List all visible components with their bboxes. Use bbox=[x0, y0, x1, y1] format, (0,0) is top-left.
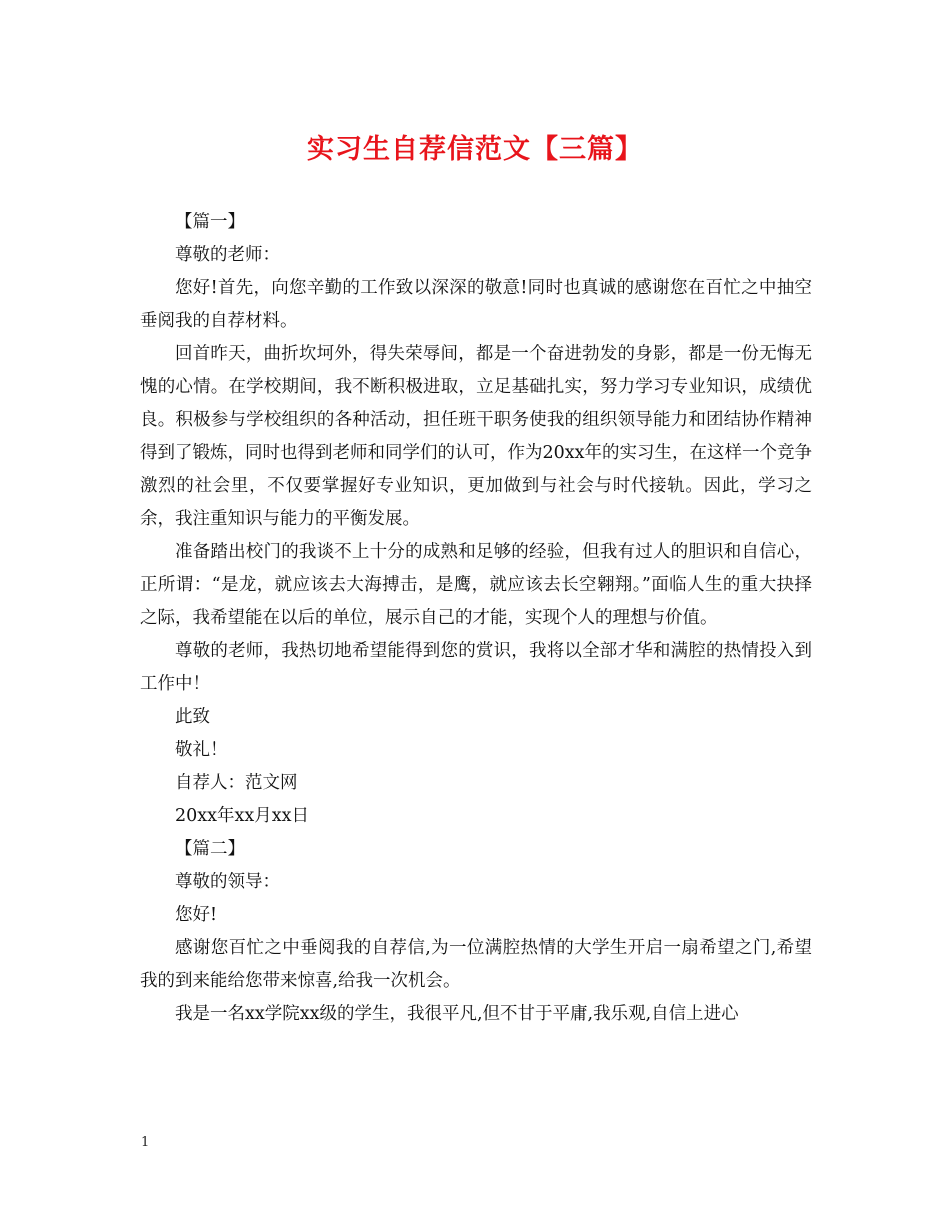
signature-line: 自荐人：范文网 bbox=[175, 773, 298, 793]
paragraph: 我是一名xx学院xx级的学生，我很平凡,但不甘于平庸,我乐观,自信上进心 bbox=[175, 1004, 739, 1024]
paragraph: 回首昨天，曲折坎坷外，得失荣辱间，都是一个奋进勃发的身影，都是一份无悔无愧的心情。在学校期间，我不断积极进取，立足基础扎实，努力学习专业知识，成绩优良。积极参与学校组织的各种活动，担任班干职务使我的组织领导能力和团结协作精神得到了锻炼，同时也得到老师和同学们的认可，作为20xx年的实习生，在这样一个竞争激烈的社会里，不仅要掌握好专业知识，更加做到与社会与时代接轨。因此，学习之余，我注重知识与能力的平衡发展。 bbox=[140, 344, 813, 529]
greeting-line: 您好! bbox=[175, 905, 218, 925]
paragraph: 您好!首先，向您辛勤的工作致以深深的敬意!同时也真诚的感谢您在百忙之中抽空垂阅我的自荐材料。 bbox=[140, 278, 812, 331]
closing-line: 此致 bbox=[175, 707, 210, 727]
section-heading-2: 【篇二】 bbox=[175, 839, 245, 859]
paragraph: 尊敬的老师，我热切地希望能得到您的赏识，我将以全部才华和满腔的热情投入到工作中！ bbox=[140, 641, 812, 694]
document-body bbox=[140, 206, 812, 1031]
date-line: 20xx年xx月xx日 bbox=[175, 806, 309, 826]
paragraph: 准备踏出校门的我谈不上十分的成熟和足够的经验，但我有过人的胆识和自信心，正所谓：“是龙，就应该去大海搏击，是鹰，就应该去长空翱翔。”面临人生的重大抉择之际，我希望能在以后的单位，展示自己的才能，实现个人的理想与价值。 bbox=[140, 542, 812, 628]
salutation-1: 尊敬的老师： bbox=[175, 245, 280, 265]
document-title: 实习生自荐信范文【三篇】 bbox=[307, 134, 643, 165]
salutation-2: 尊敬的领导： bbox=[175, 872, 280, 892]
section-heading-1: 【篇一】 bbox=[175, 212, 245, 232]
closing-line: 敬礼！ bbox=[175, 740, 228, 760]
page-number: 1 bbox=[141, 1135, 150, 1150]
paragraph: 感谢您百忙之中垂阅我的自荐信,为一位满腔热情的大学生开启一扇希望之门,希望我的到来能给您带来惊喜,给我一次机会。 bbox=[140, 938, 812, 991]
